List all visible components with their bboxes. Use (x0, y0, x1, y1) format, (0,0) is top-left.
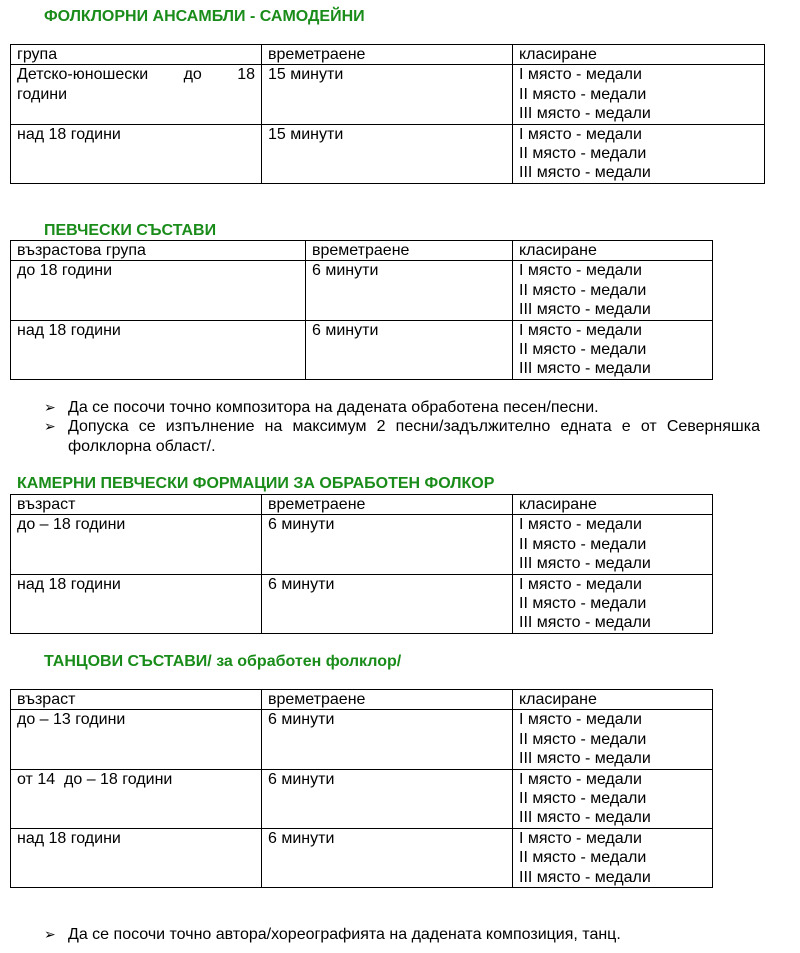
ranking-cell (513, 124, 765, 183)
column-header: класиране (513, 45, 765, 65)
ranking-line: II място - медали (519, 535, 647, 553)
ranking-line: I място - медали (519, 770, 642, 788)
table-row (11, 710, 713, 769)
group-text: Детско-юношески (17, 66, 149, 84)
ranking-line: II място - медали (519, 730, 647, 748)
ranking-line: I място - медали (519, 66, 642, 84)
ranking-line: I място - медали (519, 516, 642, 534)
group-cell: от 14 до – 18 години (11, 769, 262, 828)
note-text: Да се посочи точно автора/хореографията на дадената композиция, танц. (68, 926, 621, 943)
group-cell (11, 65, 262, 124)
ranking-line: II място - медали (519, 281, 647, 299)
table-header-row (11, 690, 713, 710)
group-text: години (17, 85, 68, 103)
duration-cell: 6 минути (262, 710, 513, 769)
ranking-line: I място - медали (519, 829, 642, 847)
table-row (11, 828, 713, 887)
column-header: възраст (11, 690, 262, 710)
ranking-line: III място - медали (519, 301, 651, 319)
ranking-line: II място - медали (519, 790, 647, 808)
duration-cell: 15 минути (262, 124, 513, 183)
dance-groups-table (10, 689, 713, 888)
ranking-line: I място - медали (519, 125, 642, 143)
chamber-formations-table (10, 494, 713, 634)
note-text: Да се посочи точно композитора на дадената обработена песен/песни. (68, 399, 599, 416)
note-item (44, 398, 760, 417)
ranking-cell (513, 515, 713, 574)
column-header: времетраене (306, 241, 513, 261)
ranking-line: II място - медали (519, 341, 647, 359)
section-title: ТАНЦОВИ СЪСТАВИ/ за обработен фолклор/ (44, 653, 402, 670)
duration-cell: 6 минути (262, 574, 513, 633)
column-header: класиране (513, 690, 713, 710)
vocal-groups-table (10, 240, 713, 380)
ranking-line: II място - медали (519, 849, 647, 867)
column-header: времетраене (262, 495, 513, 515)
duration-cell: 6 минути (262, 828, 513, 887)
column-header: времетраене (262, 690, 513, 710)
ranking-line: I място - медали (519, 262, 642, 280)
table-row (11, 261, 713, 320)
group-cell: над 18 години (11, 828, 262, 887)
notes-list (44, 925, 760, 944)
ranking-cell (513, 261, 713, 320)
ranking-line: III място - медали (519, 750, 651, 768)
table-header-row (11, 241, 713, 261)
section-title: ФОЛКЛОРНИ АНСАМБЛИ - САМОДЕЙНИ (44, 8, 365, 25)
group-text: 18 (237, 66, 255, 84)
section-title: КАМЕРНИ ПЕВЧЕСКИ ФОРМАЦИИ ЗА ОБРАБОТЕН ФОЛКОР (17, 475, 495, 492)
arrow-bullet-icon: ➢ (44, 399, 56, 415)
column-header: класиране (513, 241, 713, 261)
group-cell: до 18 години (11, 261, 306, 320)
ranking-cell (513, 65, 765, 124)
ranking-line: III място - медали (519, 555, 651, 573)
ranking-line: II място - медали (519, 145, 647, 163)
ranking-line: II място - медали (519, 85, 647, 103)
arrow-bullet-icon: ➢ (44, 418, 56, 435)
ranking-cell (513, 769, 713, 828)
table-row (11, 515, 713, 574)
duration-cell: 6 минути (306, 261, 513, 320)
table-header-row (11, 45, 765, 65)
ranking-line: I място - медали (519, 575, 642, 593)
ranking-line: III място - медали (519, 360, 651, 378)
arrow-bullet-icon: ➢ (44, 926, 56, 942)
duration-cell: 6 минути (262, 515, 513, 574)
ranking-cell (513, 574, 713, 633)
column-header: възраст (11, 495, 262, 515)
column-header: възрастова група (11, 241, 306, 261)
column-header: група (11, 45, 262, 65)
table-row (11, 320, 713, 379)
duration-cell: 15 минути (262, 65, 513, 124)
group-cell: до – 18 години (11, 515, 262, 574)
ranking-line: III място - медали (519, 868, 651, 886)
ranking-cell (513, 828, 713, 887)
folklore-ensembles-table (10, 44, 765, 184)
ranking-line: I място - медали (519, 711, 642, 729)
ranking-line: III място - медали (519, 105, 651, 123)
ranking-cell (513, 710, 713, 769)
ranking-line: III място - медали (519, 164, 651, 182)
group-cell: до – 13 години (11, 710, 262, 769)
group-cell: над 18 години (11, 574, 262, 633)
table-row (11, 574, 713, 633)
table-row (11, 769, 713, 828)
table-row (11, 124, 765, 183)
section-title: ПЕВЧЕСКИ СЪСТАВИ (44, 222, 217, 239)
ranking-line: I място - медали (519, 321, 642, 339)
duration-cell: 6 минути (306, 320, 513, 379)
ranking-line: III място - медали (519, 809, 651, 827)
note-text: Допуска се изпълнение на максимум 2 песни/задължително едната е от Северняшка фолклорна област/. (68, 418, 760, 455)
group-text: до (183, 66, 202, 84)
table-header-row (11, 495, 713, 515)
note-item (44, 925, 760, 944)
column-header: времетраене (262, 45, 513, 65)
ranking-line: II място - медали (519, 595, 647, 613)
table-row (11, 65, 765, 124)
note-item (44, 417, 760, 456)
ranking-line: III място - медали (519, 614, 651, 632)
notes-list (44, 398, 760, 456)
column-header: класиране (513, 495, 713, 515)
duration-cell: 6 минути (262, 769, 513, 828)
group-cell: над 18 години (11, 320, 306, 379)
group-cell: над 18 години (11, 124, 262, 183)
ranking-cell (513, 320, 713, 379)
